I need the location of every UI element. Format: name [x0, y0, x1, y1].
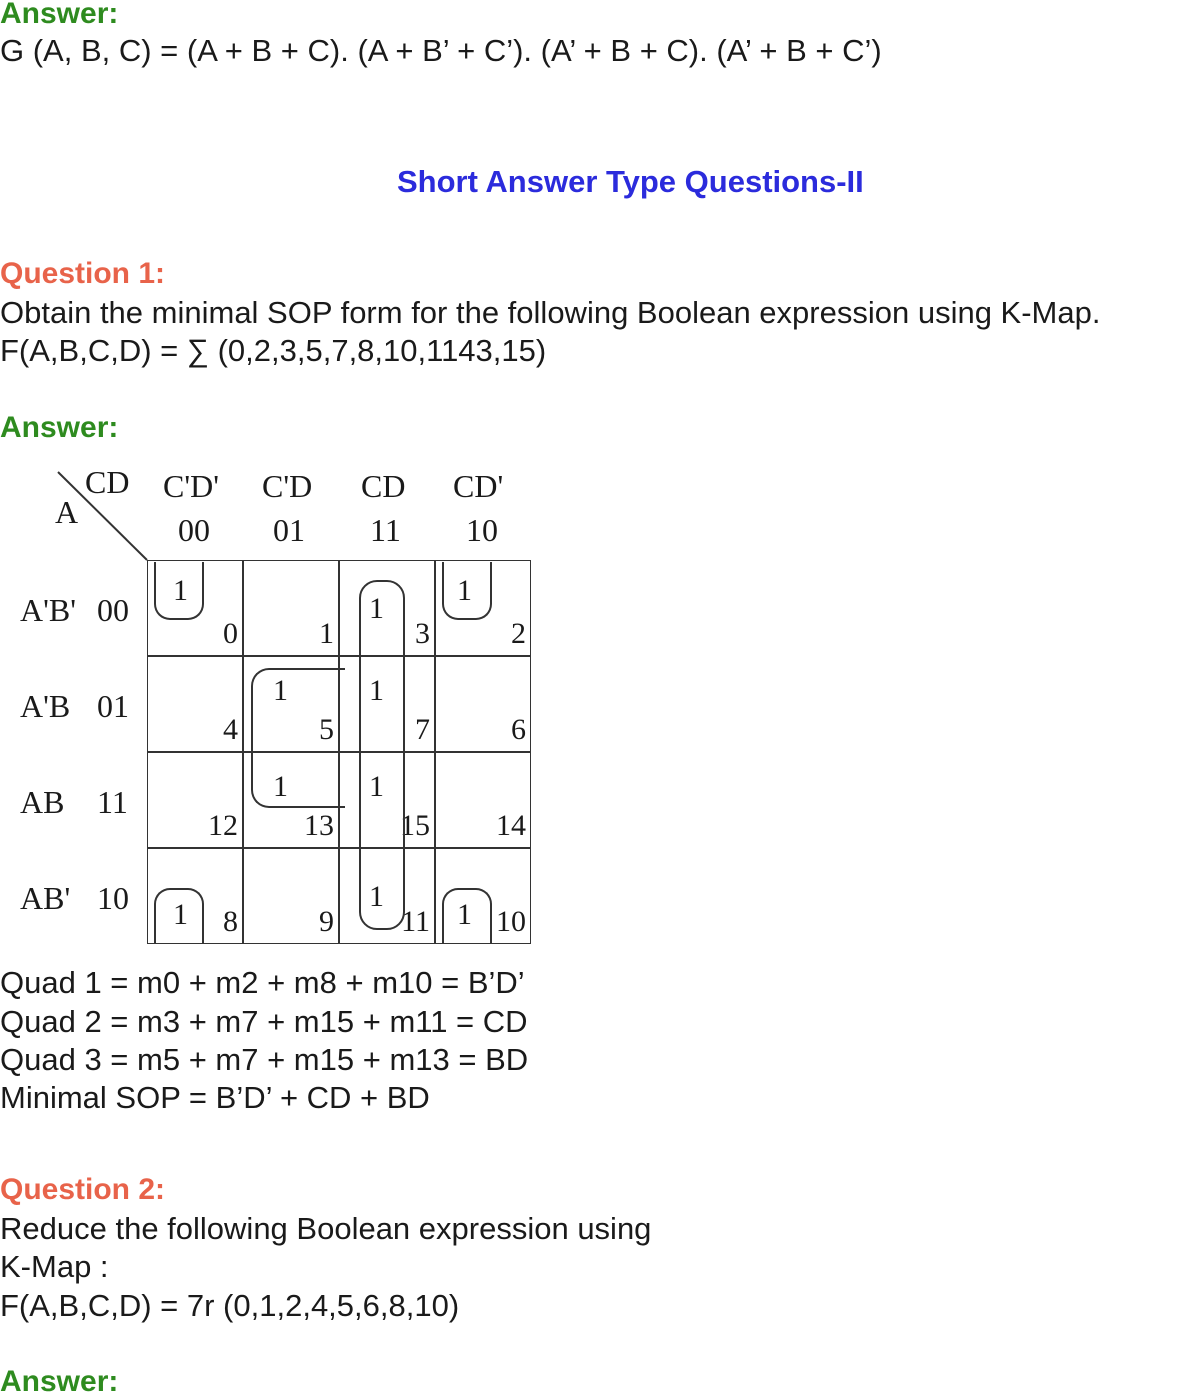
kmap-cell-index: 9 — [319, 905, 334, 938]
section-title: Short Answer Type Questions-II — [397, 164, 864, 199]
kmap-cell-index: 3 — [415, 617, 430, 650]
kmap-row-header-code: 01 — [97, 688, 129, 724]
kmap-col-header-label: C'D — [262, 468, 313, 504]
kmap-cell — [147, 656, 243, 752]
kmap-one: 1 — [173, 898, 188, 931]
question-2-text: Reduce the following Boolean expression using — [0, 1211, 652, 1246]
question-1-expression: F(A,B,C,D) = ∑ (0,2,3,5,7,8,10,1143,15) — [0, 333, 547, 368]
kmap-cell-index: 7 — [415, 713, 430, 746]
kmap-cell-index: 15 — [400, 809, 430, 842]
kmap-grid — [147, 560, 531, 946]
kmap-row-header-label: AB' — [20, 880, 71, 916]
minimal-sop: Minimal SOP = B’D’ + CD + BD — [0, 1080, 430, 1115]
question-2-label: Question 2: — [0, 1173, 166, 1206]
kmap-row-header-label: A'B' — [20, 592, 76, 628]
kmap-col-header-code: 10 — [466, 512, 498, 548]
kmap-cell-index: 10 — [496, 905, 526, 938]
kmap-row-header-code: 11 — [97, 784, 128, 820]
kmap-cell-index: 4 — [223, 713, 238, 746]
kmap-col-header-label: CD' — [453, 468, 504, 504]
kmap-group-bd — [251, 668, 345, 808]
answer-label: Answer: — [0, 0, 119, 30]
kmap-cell-index: 12 — [208, 809, 238, 842]
kmap-one: 1 — [273, 674, 288, 707]
kmap-col-header-code: 01 — [273, 512, 305, 548]
kmap-one: 1 — [457, 574, 472, 607]
kmap-col-header-label: CD — [361, 468, 406, 504]
kmap-col-header-code: 11 — [370, 512, 401, 548]
kmap-col-header-label: C'D' — [163, 468, 219, 504]
kmap-cell-index: 6 — [511, 713, 526, 746]
kmap-cell-index: 0 — [223, 617, 238, 650]
kmap-cell — [435, 656, 531, 752]
kmap-cell — [435, 752, 531, 848]
kmap-cell-index: 14 — [496, 809, 526, 842]
quad-1: Quad 1 = m0 + m2 + m8 + m10 = B’D’ — [0, 965, 525, 1000]
kmap-row-header-label: AB — [20, 784, 65, 820]
kmap-cell-index: 13 — [304, 809, 334, 842]
answer-label: Answer: — [0, 1365, 119, 1398]
kmap-cell-index: 2 — [511, 617, 526, 650]
question-1-label: Question 1: — [0, 257, 166, 290]
kmap-cell — [243, 560, 339, 656]
kmap-one: 1 — [369, 880, 384, 913]
quad-3: Quad 3 = m5 + m7 + m15 + m13 = BD — [0, 1042, 529, 1077]
answer-label: Answer: — [0, 411, 119, 444]
kmap-cell-index: 11 — [401, 905, 430, 938]
kmap-row-header-code: 00 — [97, 592, 129, 628]
kmap-one: 1 — [369, 770, 384, 803]
kmap-corner-a-label: A — [55, 494, 79, 530]
kmap-cell — [243, 848, 339, 944]
kmap-cell-index: 8 — [223, 905, 238, 938]
kmap-col-header-code: 00 — [178, 512, 210, 548]
kmap-one: 1 — [457, 898, 472, 931]
karnaugh-map — [0, 462, 545, 957]
kmap-cell-index: 1 — [319, 617, 334, 650]
kmap-row-header-label: A'B — [20, 688, 71, 724]
kmap-one: 1 — [369, 674, 384, 707]
kmap-one: 1 — [173, 574, 188, 607]
kmap-cell — [147, 752, 243, 848]
kmap-one: 1 — [369, 592, 384, 625]
question-2-text: K-Map : — [0, 1249, 109, 1284]
kmap-one: 1 — [273, 770, 288, 803]
kmap-corner-cd-label: CD — [85, 464, 130, 500]
kmap-group-cd — [359, 580, 405, 930]
g-expression: G (A, B, C) = (A + B + C). (A + B’ + C’). (A’ + B + C). (A’ + B + C’) — [0, 33, 882, 68]
quad-2: Quad 2 = m3 + m7 + m15 + m11 = CD — [0, 1004, 528, 1039]
kmap-row-header-code: 10 — [97, 880, 129, 916]
kmap-cell-index: 5 — [319, 713, 334, 746]
question-2-expression: F(A,B,C,D) = 7r (0,1,2,4,5,6,8,10) — [0, 1288, 460, 1323]
question-1-text: Obtain the minimal SOP form for the following Boolean expression using K-Map. — [0, 295, 1101, 330]
